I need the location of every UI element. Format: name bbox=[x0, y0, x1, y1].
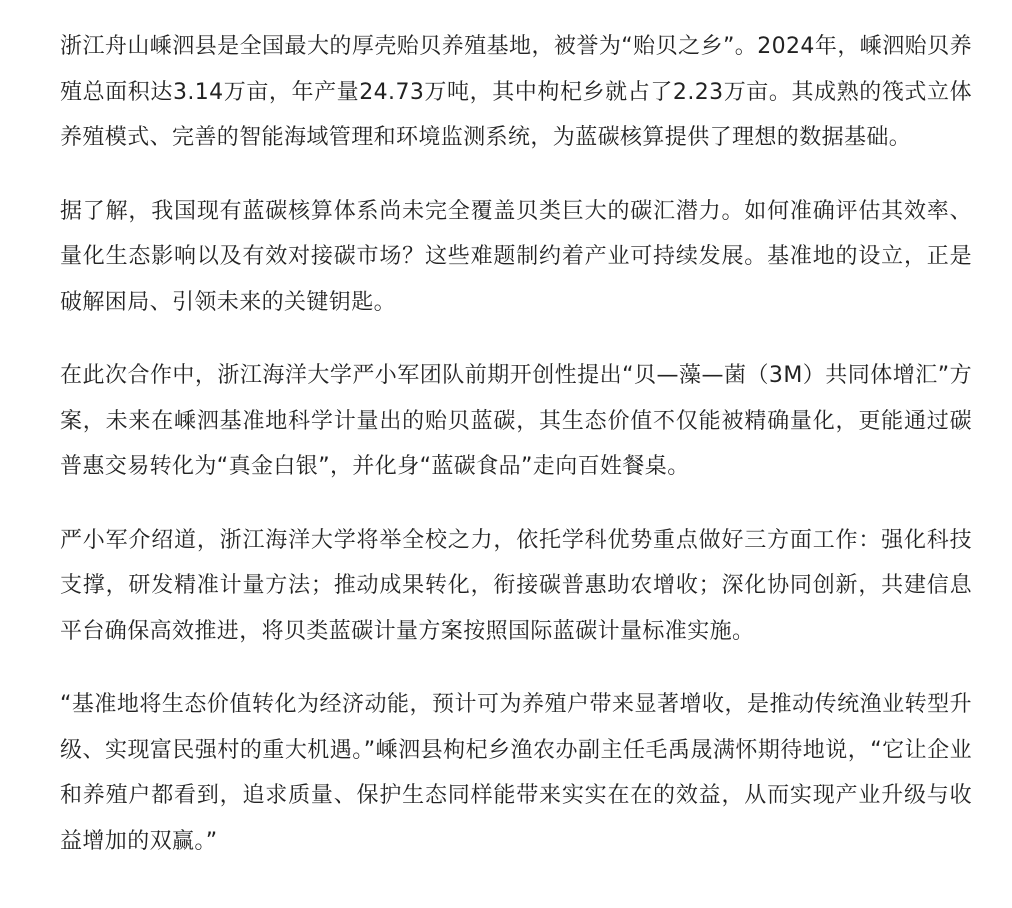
paragraph-blue-carbon-accounting: 据了解，我国现有蓝碳核算体系尚未完全覆盖贝类巨大的碳汇潜力。如何准确评估其效率、量化生态影响以及有效对接碳市场？这些难题制约着产业可持续发展。基准地的设立，正是破解困局、引领未来的关键钥匙。 bbox=[60, 198, 972, 315]
paragraph-official-quote: “基准地将生态价值转化为经济动能，预计可为养殖户带来显著增收，是推动传统渔业转型升级、实现富民强村的重大机遇。”嵊泗县枸杞乡渔农办副主任毛禹晟满怀期待地说，“它让企业和养殖户都看到，追求质量、保护生态同样能带来实实在在的效益，从而实现产业升级与收益增加的双赢。” bbox=[60, 692, 972, 854]
paragraph-university-work: 严小军介绍道，浙江海洋大学将举全校之力，依托学科优势重点做好三方面工作：强化科技支撑，研发精准计量方法；推动成果转化，衔接碳普惠助农增收；深化协同创新，共建信息平台确保高效推进，将贝类蓝碳计量方案按照国际蓝碳计量标准实施。 bbox=[60, 527, 972, 644]
paragraph-shengsi-mussel-base: 浙江舟山嵊泗县是全国最大的厚壳贻贝养殖基地，被誉为“贻贝之乡”。2024年，嵊泗贻贝养殖总面积达3.14万亩，年产量24.73万吨，其中枸杞乡就占了2.23万亩。其成熟的筏式立体养殖模式、完善的智能海域管理和环境监测系统，为蓝碳核算提供了理想的数据基础。 bbox=[60, 34, 972, 150]
paragraph-cooperation-plan: 在此次合作中，浙江海洋大学严小军团队前期开创性提出“贝—藻—菌（3M）共同体增汇”方案，未来在嵊泗基准地科学计量出的贻贝蓝碳，其生态价值不仅能被精确量化，更能通过碳普惠交易转化为“真金白银”，并化身“蓝碳食品”走向百姓餐桌。 bbox=[60, 363, 972, 479]
article-body bbox=[60, 24, 972, 892]
